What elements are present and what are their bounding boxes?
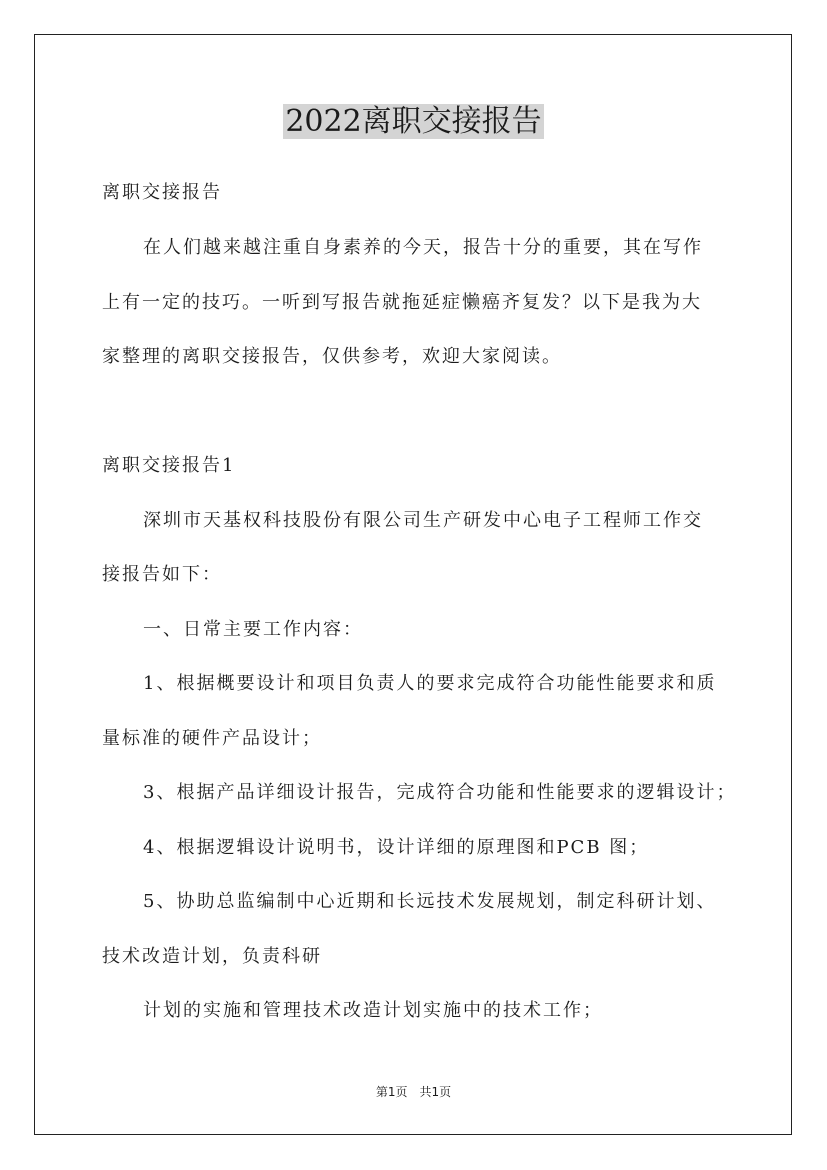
- document-title-container: [0, 100, 827, 144]
- paragraph-line: 上有一定的技巧。一听到写报告就拖延症懒癌齐复发？以下是我为大: [102, 292, 702, 313]
- paragraph-line: 接报告如下：: [102, 564, 222, 585]
- list-item-continuation: 计划的实施和管理技术改造计划实施中的技术工作；: [143, 1000, 603, 1021]
- list-item-continuation: 技术改造计划，负责科研: [102, 946, 322, 967]
- subheading-report-1: 离职交接报告1: [102, 455, 236, 476]
- list-item: 1、根据概要设计和项目负责人的要求完成符合功能性能要求和质: [143, 673, 717, 694]
- section-heading: 一、日常主要工作内容：: [143, 619, 363, 640]
- paragraph-line: 家整理的离职交接报告，仅供参考，欢迎大家阅读。: [102, 346, 562, 367]
- paragraph-line: 深圳市天基权科技股份有限公司生产研发中心电子工程师工作交: [143, 510, 703, 531]
- list-item-continuation: 量标准的硬件产品设计；: [102, 728, 322, 749]
- list-item: 5、协助总监编制中心近期和长远技术发展规划，制定科研计划、: [143, 891, 717, 912]
- page-number: 第1页 共1页: [375, 1085, 452, 1099]
- list-item: 3、根据产品详细设计报告，完成符合功能和性能要求的逻辑设计；: [143, 782, 737, 803]
- subheading-report: 离职交接报告: [102, 182, 222, 203]
- list-item: 4、根据逻辑设计说明书，设计详细的原理图和PCB 图；: [143, 837, 650, 858]
- document-title: 2022离职交接报告: [285, 104, 542, 139]
- paragraph-line: 在人们越来越注重自身素养的今天，报告十分的重要，其在写作: [143, 237, 703, 258]
